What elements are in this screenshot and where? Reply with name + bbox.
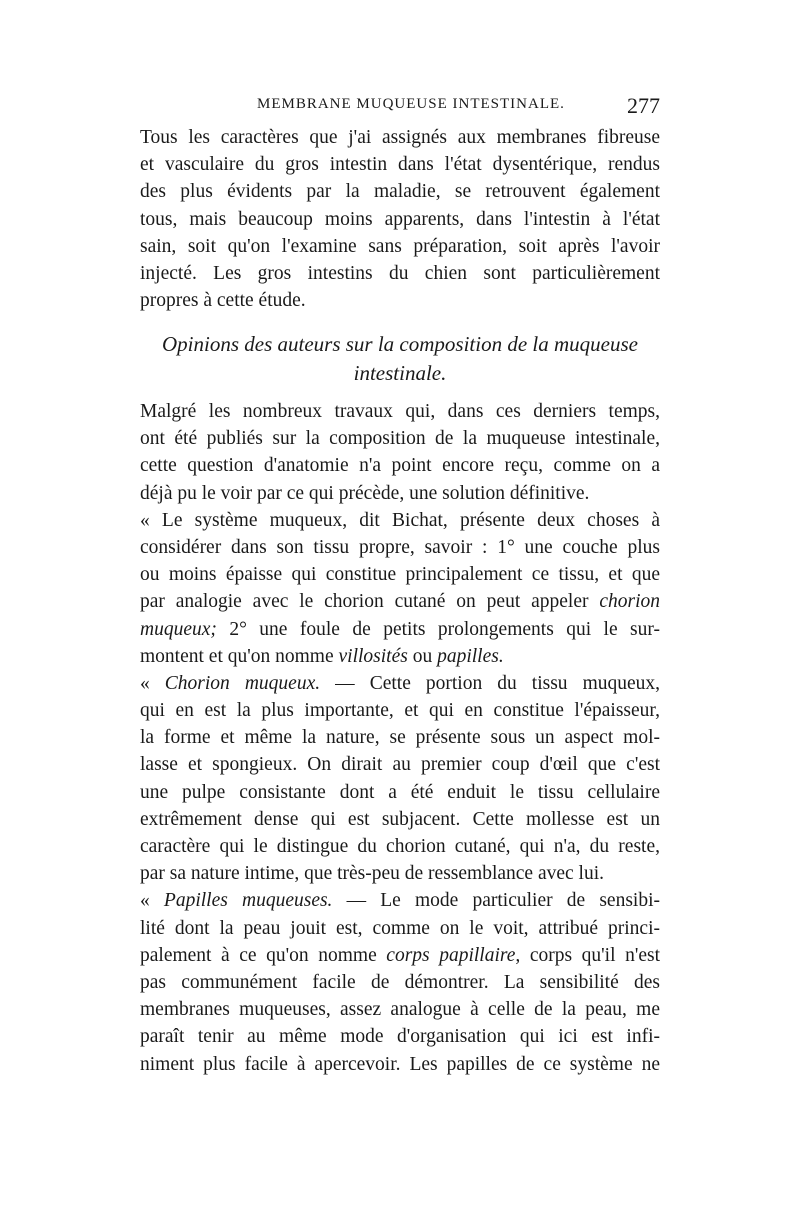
text-line: et vasculaire du gros intestin dans l'état dysentérique, rendus	[140, 154, 660, 176]
text-line: sain, soit qu'on l'examine sans préparation, soit après l'avoir	[140, 235, 660, 257]
heading-line: intestinale.	[353, 361, 447, 385]
text-line: « Le système muqueux, dit Bichat, présente deux choses à	[140, 509, 660, 531]
section-heading	[140, 330, 660, 388]
text-line	[140, 643, 660, 670]
text-line	[140, 887, 660, 914]
text-run: 2° une foule de petits prolongements qui le sur-	[216, 618, 660, 640]
text-run: palement à ce qu'on nomme	[140, 944, 387, 966]
text-run: montent et qu'on nomme	[140, 645, 339, 667]
text-line: cette question d'anatomie n'a point encore reçu, comme on a	[140, 455, 660, 477]
text-line	[140, 670, 660, 697]
text-run: «	[140, 672, 165, 694]
paragraph-intro	[140, 124, 660, 314]
text-line: caractère qui le distingue du chorion cutané, qui n'a, du reste,	[140, 836, 660, 857]
text-line: des plus évidents par la maladie, se retrouvent également	[140, 181, 660, 203]
text-line: tous, mais beaucoup moins apparents, dans l'intestin à l'état	[140, 208, 660, 230]
text-line: Tous les caractères que j'ai assignés aux membranes fibreuse	[140, 127, 660, 148]
text-line: pas communément facile de démontrer. La sensibilité des	[140, 971, 660, 993]
text-run: «	[140, 890, 164, 912]
running-title: MEMBRANE MUQUEUSE INTESTINALE.	[257, 96, 565, 112]
text-line: ont été publiés sur la composition de la muqueuse intestinale,	[140, 428, 660, 450]
text-run: ou	[407, 645, 438, 667]
paragraph-papilles	[140, 887, 660, 1077]
italic-subheading: Papilles muqueuses.	[163, 890, 333, 912]
text-line: membranes muqueuses, assez analogue à celle de la peau, me	[140, 999, 660, 1021]
italic-term: corps papillaire,	[386, 944, 521, 966]
paragraph-bichat-quote	[140, 507, 660, 670]
text-run: — Le mode particulier de sensibi-	[332, 890, 660, 912]
text-line: injecté. Les gros intestins du chien sont particulièrement	[140, 262, 660, 284]
italic-term: papilles.	[437, 645, 504, 667]
text-line: considérer dans son tissu propre, savoir : 1° une couche plus	[140, 536, 660, 558]
italic-term: chorion	[599, 591, 660, 613]
text-line	[140, 588, 660, 615]
text-line: niment plus facile à apercevoir. Les papilles de ce système ne	[140, 1053, 660, 1075]
paragraph-opinions	[140, 398, 660, 507]
text-line: paraît tenir au même mode d'organisation qui ici est infi-	[140, 1026, 660, 1048]
text-line: propres à cette étude.	[140, 290, 306, 312]
text-line: qui en est la plus importante, et qui en constitue l'épaisseur,	[140, 700, 660, 722]
body-text	[140, 398, 660, 1078]
text-line: extrêmement dense qui est subjacent. Cette mollesse est un	[140, 808, 660, 830]
text-line	[140, 942, 660, 969]
text-line: ou moins épaisse qui constitue principalement ce tissu, et que	[140, 564, 660, 586]
text-line: lité dont la peau jouit est, comme on le voit, attribué princi-	[140, 917, 660, 939]
italic-term: villosités	[338, 645, 408, 667]
page-number: 277	[627, 93, 660, 118]
text-line: la forme et même la nature, se présente sous un aspect mol-	[140, 727, 660, 749]
text-run: par analogie avec le chorion cutané on peut appeler	[140, 591, 600, 613]
text-line	[140, 616, 660, 643]
italic-term: muqueux;	[140, 618, 217, 640]
text-line: lasse et spongieux. On dirait au premier coup d'œil que c'est	[140, 754, 660, 776]
text-line: une pulpe consistante dont a été enduit le tissu cellulaire	[140, 781, 660, 803]
text-line: par sa nature intime, que très-peu de ressemblance avec lui.	[140, 863, 605, 885]
paragraph-chorion	[140, 670, 660, 888]
text-line: Malgré les nombreux travaux qui, dans ces derniers temps,	[140, 401, 660, 422]
running-header	[140, 93, 670, 120]
text-run: corps qu'il n'est	[520, 944, 661, 966]
text-run: — Cette portion du tissu muqueux,	[320, 672, 661, 694]
heading-line: Opinions des auteurs sur la composition de la muqueuse	[162, 332, 638, 356]
italic-subheading: Chorion muqueux.	[164, 672, 321, 694]
text-line: déjà pu le voir par ce qui précède, une solution définitive.	[140, 482, 590, 504]
